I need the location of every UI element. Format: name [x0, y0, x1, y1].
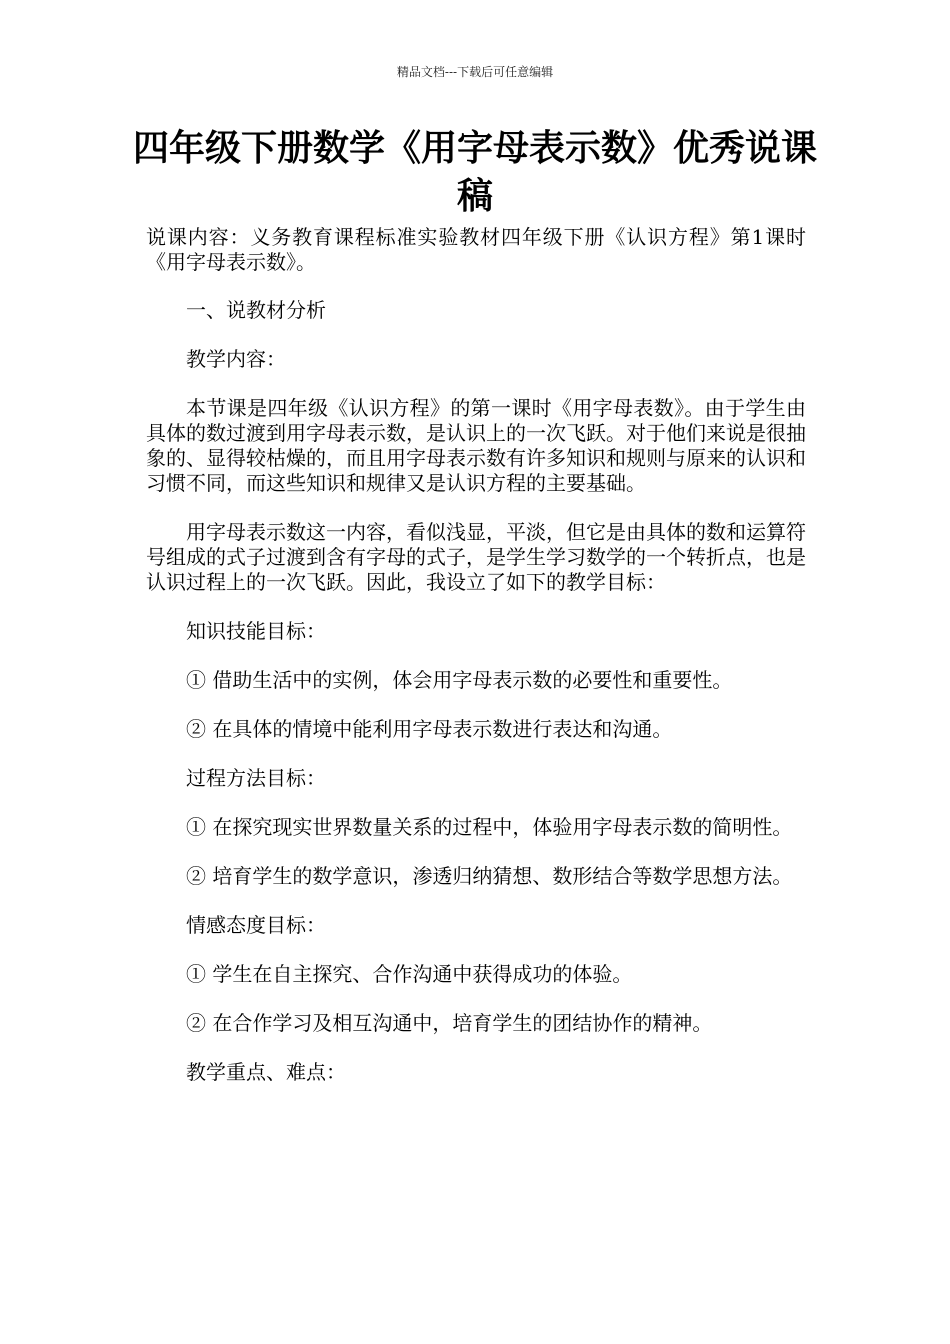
paragraph-letter-representation: 用字母表示数这一内容，看似浅显，平淡，但它是由具体的数和运算符号组成的式子过渡到含有字母的式子，是学生学习数学的一个转折点，也是认识过程上的一次飞跃。因此，我设立了如下的教学目标： [146, 520, 806, 594]
subheading-teaching-content: 教学内容： [186, 347, 286, 371]
document-body [146, 225, 806, 1109]
page-header: 精品文档---下载后可任意编辑 [396, 65, 554, 79]
subheading-knowledge-goals: 知识技能目标： [186, 619, 326, 643]
list-item-attitude-goal-2: ② 在合作学习及相互沟通中，培育学生的团结协作的精神。 [186, 1011, 713, 1035]
subheading-process-goals: 过程方法目标： [186, 766, 326, 790]
list-item-attitude-goal-1: ① 学生在自主探究、合作沟通中获得成功的体验。 [186, 962, 633, 986]
list-item-process-goal-2: ② 培育学生的数学意识，渗透归纳猜想、数形结合等数学思想方法。 [186, 864, 793, 888]
section-heading-textbook-analysis: 一、说教材分析 [186, 298, 326, 322]
list-item-knowledge-goal-2: ② 在具体的情境中能利用字母表示数进行表达和沟通。 [186, 717, 673, 741]
list-item-process-goal-1: ① 在探究现实世界数量关系的过程中，体验用字母表示数的简明性。 [186, 815, 793, 839]
subheading-attitude-goals: 情感态度目标： [186, 913, 326, 937]
subheading-key-difficult-points: 教学重点、难点： [186, 1060, 346, 1084]
list-item-knowledge-goal-1: ① 借助生活中的实例，体会用字母表示数的必要性和重要性。 [186, 668, 733, 692]
paragraph-lesson-content: 说课内容：义务教育课程标准实验教材四年级下册《认识方程》第1课时《用字母表示数》。 [146, 225, 806, 274]
document-title: 四年级下册数学《用字母表示数》优秀说课稿 [132, 127, 817, 217]
paragraph-lesson-intro: 本节课是四年级《认识方程》的第一课时《用字母表数》。由于学生由具体的数过渡到用字母表示数，是认识上的一次飞跃。对于他们来说是很抽象的、显得较枯燥的，而且用字母表示数有许多知识和规则与原来的认识和习惯不同，而这些知识和规律又是认识方程的主要基础。 [146, 396, 806, 495]
